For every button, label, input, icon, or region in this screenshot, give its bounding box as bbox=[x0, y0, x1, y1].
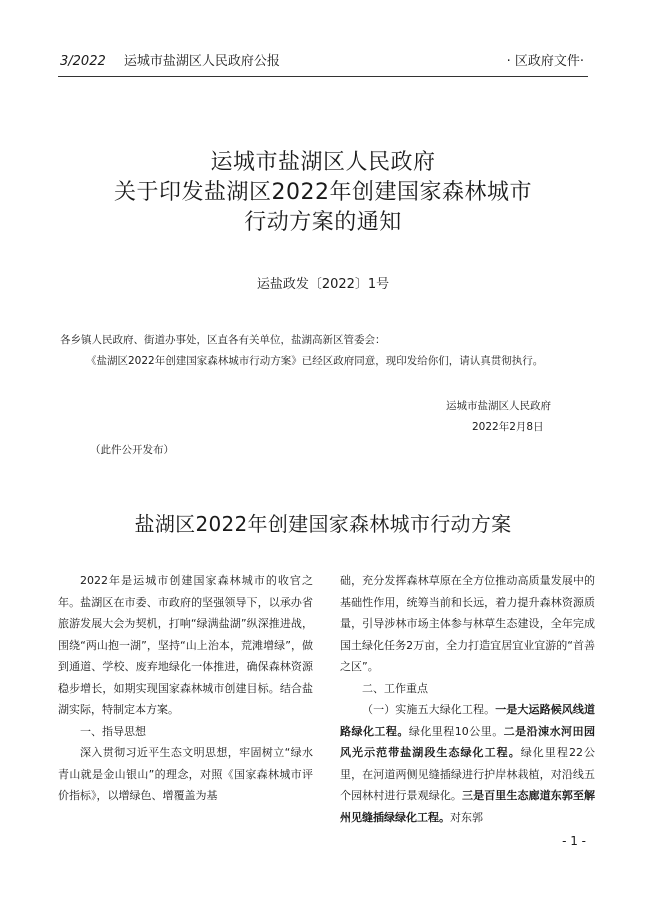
paragraph: 深入贯彻习近平生态文明思想，牢固树立“绿水青山就是金山银山”的理念，对照《国家森林城市评价指标》，以增绿色、增覆盖为基 bbox=[58, 746, 313, 802]
addressee: 各乡镇人民政府、街道办事处，区直各有关单位，盐湖高新区管委会： bbox=[60, 334, 386, 346]
paragraph: 础，充分发挥森林草原在全方位推动高质量发展中的基础性作用，统筹当前和长远，着力提升森林资源质量，引导涉林市场主体参与林草生态建设，全年完成国土绿化任务2万亩，全力打造宜居宜业宜游的“首善之区”。 bbox=[340, 574, 595, 673]
right-column bbox=[340, 570, 595, 828]
issuer: 运城市盐湖区人民政府 bbox=[446, 400, 551, 412]
paragraph: 2022年是运城市创建国家森林城市的收官之年。盐湖区在市委、市政府的坚强领导下，以承办省旅游发展大会为契机，打响“绿满盐湖”纵深推进战，围绕“两山抱一湖”，坚持“山上治本，荒滩增绿”，做到通道、学校、废弃地绿化一体推进，确保森林资源稳步增长，如期实现国家森林城市创建目标。结合盐湖实际，特制定本方案。 bbox=[58, 574, 313, 716]
bold-item: 二是沿涑水河田园风光示范带盐湖段生态绿化工程。 bbox=[340, 724, 596, 759]
section-heading: 一、指导思想 bbox=[80, 724, 146, 738]
notice-body: 《盐湖区2022年创建国家森林城市行动方案》已经区政府同意，现印发给你们，请认真贯彻执行。 bbox=[86, 355, 544, 367]
item-text: 对东郭 bbox=[450, 810, 483, 824]
left-column bbox=[58, 570, 313, 807]
plan-title: 盐湖区2022年创建国家森林城市行动方案 bbox=[134, 512, 512, 536]
gazette-name: 运城市盐湖区人民政府公报 bbox=[123, 54, 280, 69]
page-number: - 1 - bbox=[562, 834, 586, 848]
document-number: 运盐政发〔2022〕1号 bbox=[256, 277, 390, 292]
bold-item: 三是百里生态廊道东郭至解州见缝插绿绿化工程。 bbox=[340, 789, 595, 824]
publicity-note: （此件公开发布） bbox=[90, 444, 174, 456]
item-text: 绿化里程22公里，在河道两侧见缝插绿进行护岸林栽植，对沿线五个园林村进行景观绿化。 bbox=[340, 746, 595, 802]
issue-date: 2022年2月8日 bbox=[472, 421, 544, 433]
notice-title-line-3: 行动方案的通知 bbox=[244, 210, 402, 235]
item-text: 绿化里程10公里。 bbox=[408, 724, 504, 738]
notice-title bbox=[0, 148, 646, 238]
issue-number: 3/2022 bbox=[60, 54, 106, 69]
section-heading: 二、工作重点 bbox=[362, 681, 428, 695]
subsection-intro: （一）实施五大绿化工程。 bbox=[362, 703, 496, 716]
running-header-left bbox=[60, 50, 280, 69]
notice-title-line-1: 运城市盐湖区人民政府 bbox=[210, 150, 436, 175]
bold-item: 一是大运路候风线道路绿化工程。 bbox=[340, 703, 596, 738]
notice-title-line-2: 关于印发盐湖区2022年创建国家森林城市 bbox=[114, 180, 532, 205]
paragraph bbox=[340, 699, 595, 828]
header-divider bbox=[58, 76, 588, 77]
section-label: · 区政府文件· bbox=[506, 54, 584, 69]
